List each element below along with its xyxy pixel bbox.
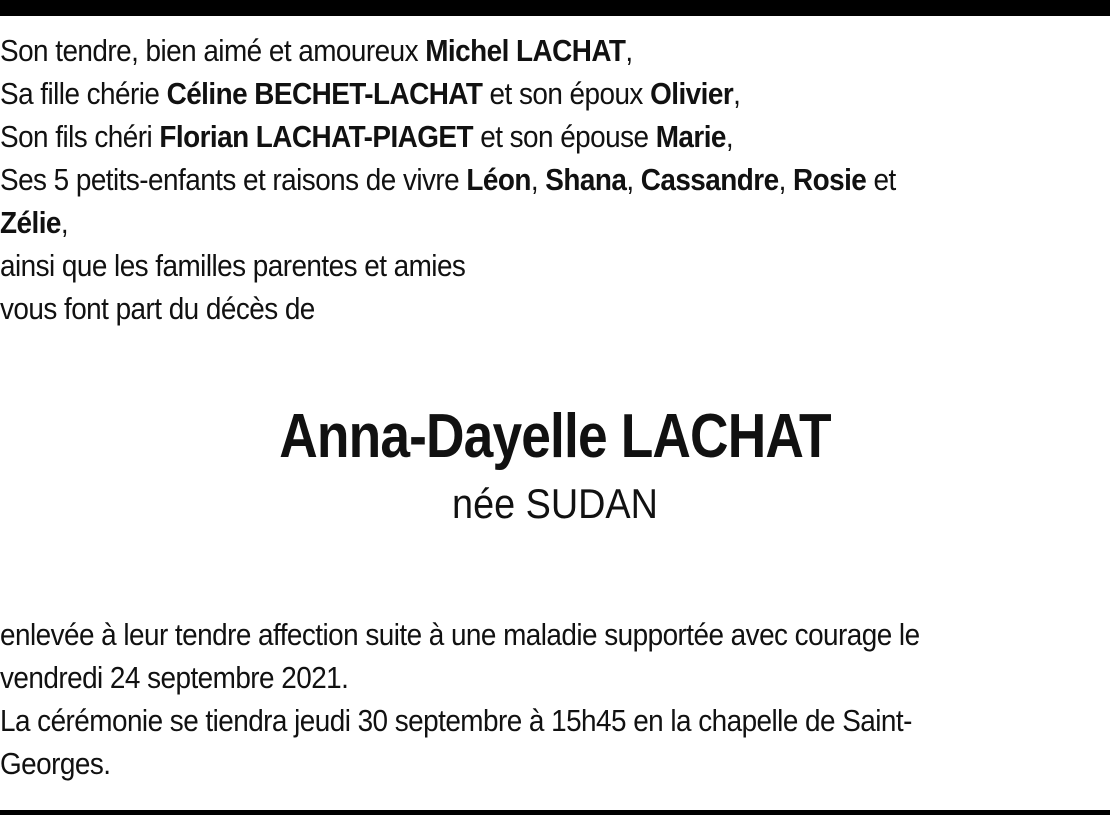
mourner-line-daughter	[0, 72, 1107, 115]
details-block	[0, 613, 1107, 785]
mourner-text: Son fils chéri	[0, 119, 160, 154]
mourner-text: et son épouse	[473, 119, 656, 154]
maiden-name: née SUDAN	[452, 480, 658, 527]
deceased-block	[0, 398, 1110, 532]
details-line-2: vendredi 24 septembre 2021.	[0, 660, 349, 695]
mourner-name: Florian LACHAT-PIAGET	[159, 119, 474, 154]
mourner-name: Cassandre	[640, 162, 779, 197]
punctuation: ,	[530, 162, 546, 197]
punctuation: ,	[625, 33, 633, 68]
deceased-name: Anna-Dayelle LACHAT	[279, 402, 831, 471]
mourner-name: Rosie	[792, 162, 867, 197]
mourners-list	[0, 29, 1107, 330]
mourner-line-son	[0, 115, 1107, 158]
punctuation: ,	[60, 205, 69, 240]
ceremony-line-2: Georges.	[0, 746, 111, 781]
mourner-name: Shana	[545, 162, 627, 197]
punctuation: ,	[733, 76, 741, 111]
punctuation: ,	[778, 162, 793, 197]
mourner-name: Marie	[655, 119, 726, 154]
bottom-border-rule	[0, 810, 1110, 815]
mourner-name: Céline BECHET-LACHAT	[166, 76, 483, 111]
mourner-text: Son tendre, bien aimé et amoureux	[0, 33, 426, 68]
mourner-text: Sa fille chérie	[0, 76, 167, 111]
top-border-rule	[0, 0, 1110, 16]
announcement-line: vous font part du décès de	[0, 291, 315, 326]
mourner-text: et	[866, 162, 896, 197]
details-line-1: enlevée à leur tendre affection suite à une maladie supportée avec courage le	[0, 617, 920, 652]
mourner-line-grandchild-last	[0, 201, 1107, 244]
mourner-name: Léon	[466, 162, 531, 197]
mourner-name: Olivier	[650, 76, 734, 111]
ceremony-line-1: La cérémonie se tiendra jeudi 30 septembre à 15h45 en la chapelle de Saint-	[0, 703, 912, 738]
mourner-text: et son époux	[482, 76, 651, 111]
mourner-text: Ses 5 petits-enfants et raisons de vivre	[0, 162, 467, 197]
mourner-name: Michel LACHAT	[425, 33, 626, 68]
families-line: ainsi que les familles parentes et amies	[0, 248, 466, 283]
mourner-line-husband	[0, 29, 1107, 72]
punctuation: ,	[725, 119, 734, 154]
mourner-name: Zélie	[0, 205, 61, 240]
mourner-line-grandchildren	[0, 158, 1107, 201]
punctuation: ,	[626, 162, 641, 197]
